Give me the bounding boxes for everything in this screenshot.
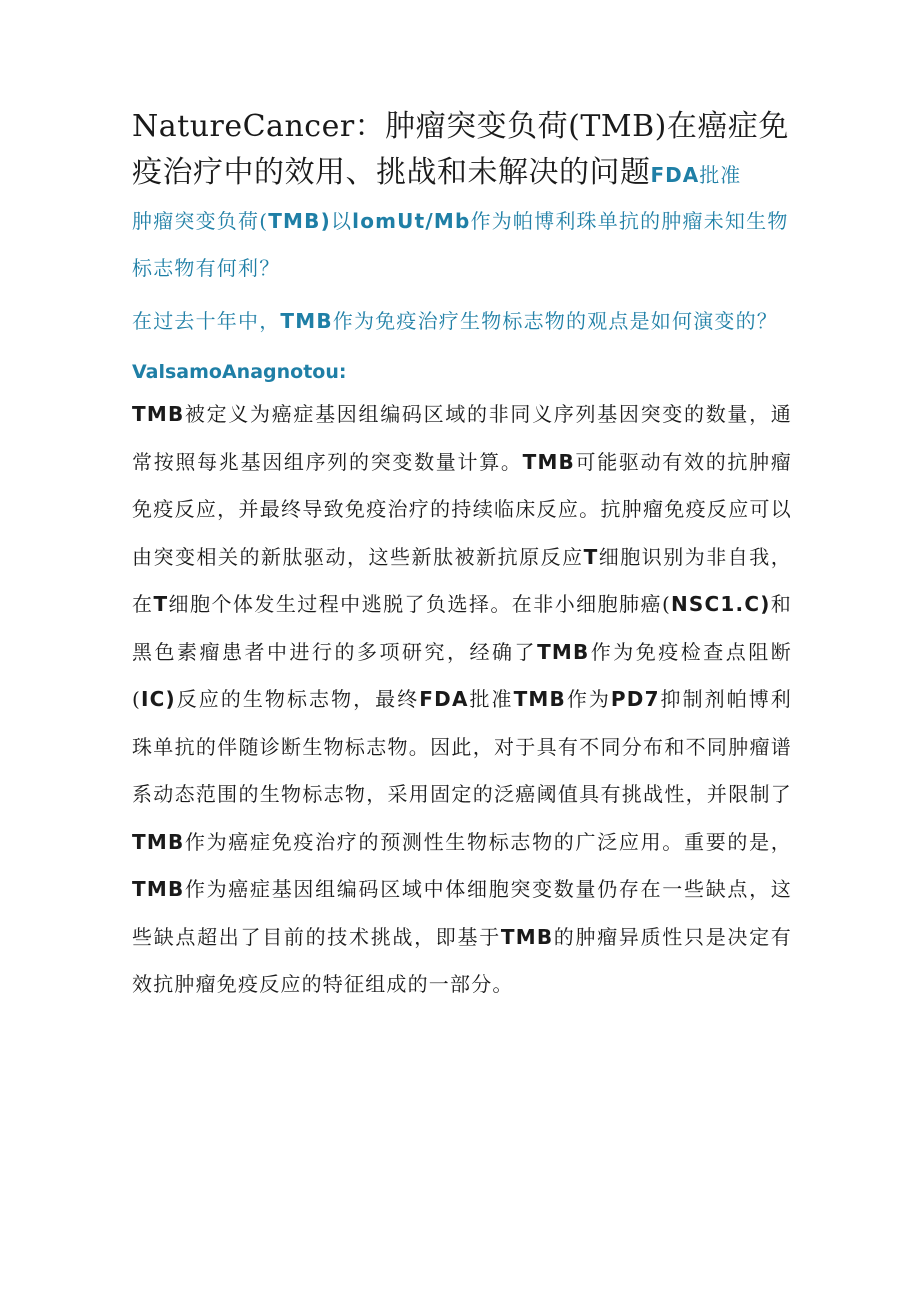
latin-term: FDA <box>650 163 700 187</box>
question-1: 肿瘤突变负荷(TMB)以lomUt/Mb作为帕博利珠单抗的肿瘤未知生物标志物有何利？ <box>132 209 789 280</box>
latin-term: TMB) <box>268 209 331 233</box>
article-title <box>132 104 792 198</box>
latin-term: IC) <box>141 687 176 711</box>
latin-term: TMB <box>500 924 554 949</box>
answer-paragraph: TMB被定义为癌症基因组编码区域的非同义序列基因突变的数量，通常按照每兆基因组序列的突变数量计算。TMB可能驱动有效的抗肿瘤免疫反应，并最终导致免疫治疗的持续临床反应。抗肿瘤免疫反应可以由突变相关的新肽驱动，这些新肽被新抗原反应T细胞识别为非自我，在T细胞个体发生过程中逃脱了负选择。在非小细胞肺癌(NSC1.C)和黑色素瘤患者中进行的多项研究，经确了TMB作为免疫检查点阻断(IC)反应的生物标志物，最终FDA批准TMB作为PD7抑制剂帕博利珠单抗的伴随诊断生物标志物。因此，对于具有不同分布和不同肿瘤谱系动态范围的生物标志物，采用固定的泛癌阈值具有挑战性，并限制了TMB作为癌症免疫治疗的预测性生物标志物的广泛应用。重要的是，TMB作为癌症基因组编码区域中体细胞突变数量仍存在一些缺点，这些缺点超出了目前的技术挑战，即基于TMB的肿瘤异质性只是决定有效抗肿瘤免疫反应的特征组成的一部分。 <box>132 402 793 996</box>
article-title-text: NatureCancer：肿瘤突变负荷(TMB)在癌症免疫治疗中的效用、挑战和未解决的问题 <box>132 109 789 190</box>
latin-term: FDA <box>419 687 469 711</box>
latin-term: NSC1.C) <box>670 592 771 616</box>
latin-term: TMB <box>132 402 185 426</box>
speaker-name: ValsamoAnagnotou: <box>132 361 347 383</box>
latin-term: T <box>583 544 599 569</box>
article-content <box>132 104 792 1009</box>
latin-term: TMB <box>513 687 566 711</box>
question-1-start: FDA批准 <box>650 163 742 187</box>
latin-term: TMB <box>132 877 185 901</box>
latin-term: TMB <box>280 309 333 333</box>
question-2: 在过去十年中，TMB作为免疫治疗生物标志物的观点是如何演变的？ <box>132 309 778 333</box>
latin-term: T <box>153 592 169 616</box>
latin-term: TMB <box>537 639 590 664</box>
latin-term: TMB <box>132 829 185 854</box>
latin-term: TMB <box>522 449 575 474</box>
latin-term: PD7 <box>610 687 660 711</box>
latin-term: lomUt/Mb <box>352 209 471 233</box>
